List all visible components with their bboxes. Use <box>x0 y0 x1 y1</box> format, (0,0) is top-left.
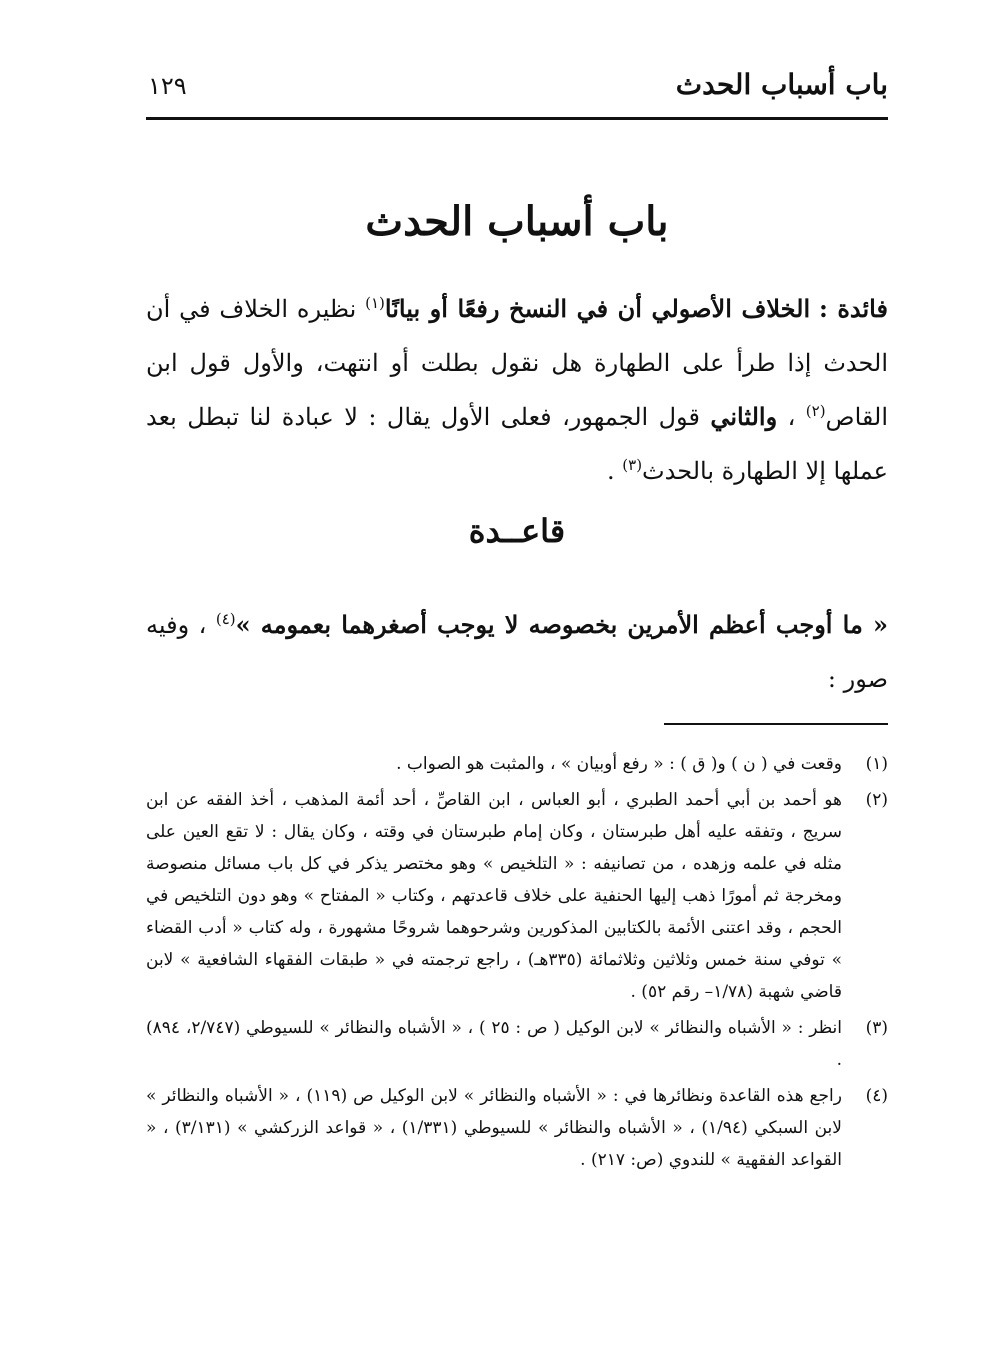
rule-text: ، وفيه صور : <box>146 611 888 693</box>
footnote-ref-3[interactable]: (٣) <box>622 456 643 474</box>
footnote-ref-4[interactable]: (٤) <box>215 610 236 628</box>
footnote-number: (٣) <box>865 1018 888 1038</box>
footnotes <box>146 748 888 1180</box>
benefit-separator: ، <box>787 403 796 431</box>
footnote-number: (٢) <box>865 790 888 810</box>
footnote-ref-1[interactable]: (١) <box>365 294 385 312</box>
footnote-text: راجع هذه القاعدة ونظائرها في : « الأشباه والنظائر » لابن الوكيل ص (١١٩) ، « الأشباه والنظائر » لابن السبكي (١/٩٤) ، « الأشباه والنظائر » للسيوطي (١/٣٣١) ، « قواعد الزركشي » (٣/١٣١) ، « القواعد الفقهية » للندوي (ص: ٢١٧) . <box>146 1086 842 1170</box>
footnote-2 <box>146 784 888 1008</box>
footnote-3 <box>146 1012 888 1076</box>
paragraph-benefit <box>146 282 888 498</box>
footnote-text: انظر : « الأشباه والنظائر » لابن الوكيل ( ص : ٢٥ ) ، « الأشباه والنظائر » للسيوطي (٢/٧٤٧، ٨٩٤) . <box>146 1018 843 1070</box>
running-title: باب أسباب الحدث <box>675 68 888 101</box>
footnote-text: وقعت في ( ن ) و( ق ) : « رفع أوبيان » ، والمثبت هو الصواب . <box>396 754 842 774</box>
rule-statement: « ما أوجب أعظم الأمرين بخصوصه لا يوجب أصغرهما بعمومه » <box>235 610 888 639</box>
footnote-1 <box>146 748 888 780</box>
footnote-number: (٤) <box>865 1086 888 1106</box>
benefit-lead: فائدة : <box>818 294 888 323</box>
benefit-heading: الخلاف الأصولي أن في النسخ رفعًا أو بيانًا <box>384 294 811 323</box>
footnote-number: (١) <box>865 754 888 774</box>
footnote-4 <box>146 1080 888 1176</box>
benefit-text-a: نظيره الخلاف في أن الحدث إذا طرأ على الطهارة هل نقول بطلت أو انتهت، والأول قول ابن القاص <box>146 295 888 431</box>
benefit-text-b: قول الجمهور، فعلى الأول يقال : لا عبادة لنا تبطل بعد عملها إلا الطهارة بالحدث <box>146 403 888 485</box>
section-title: قاعــدة <box>468 512 566 550</box>
footnote-ref-2[interactable]: (٢) <box>805 402 826 420</box>
benefit-second-bold: والثاني <box>710 402 778 431</box>
paragraph-rule <box>146 598 888 706</box>
chapter-title: باب أسباب الحدث <box>365 198 669 245</box>
page-number: ١٢٩ <box>148 72 187 100</box>
footnote-separator <box>664 723 888 725</box>
header-rule <box>146 117 888 120</box>
footnote-text: هو أحمد بن أبي أحمد الطبري ، أبو العباس ، ابن القاصِّ ، أحد أئمة المذهب ، أخذ الفقه عن ابن سريج ، وتفقه عليه أهل طبرستان ، وكان إمام طبرستان في وقته ، وكان يقال : لا تقع العين على مثله في علمه وزهده ، من تصانيفه : « التلخيص » وهو مختصر يذكر في كل باب مسائل منصوصة ومخرجة ثم أمورًا ذهب إليها الحنفية على خلاف قاعدتهم ، وكتاب « المفتاح » وهو دون التلخيص في الحجم ، وقد اعتنى الأئمة بالكتابين المذكورين وشرحوهما شروحًا مشهورة ، وله كتاب « أدب القضاء » توفي سنة خمس وثلاثين وثلاثمائة (٣٣٥هـ) ، راجع ترجمته في « طبقات الفقهاء الشافعية » لابن قاضي شهبة (١/٧٨– رقم ٥٢) . <box>146 790 842 1002</box>
benefit-end: . <box>606 457 615 485</box>
